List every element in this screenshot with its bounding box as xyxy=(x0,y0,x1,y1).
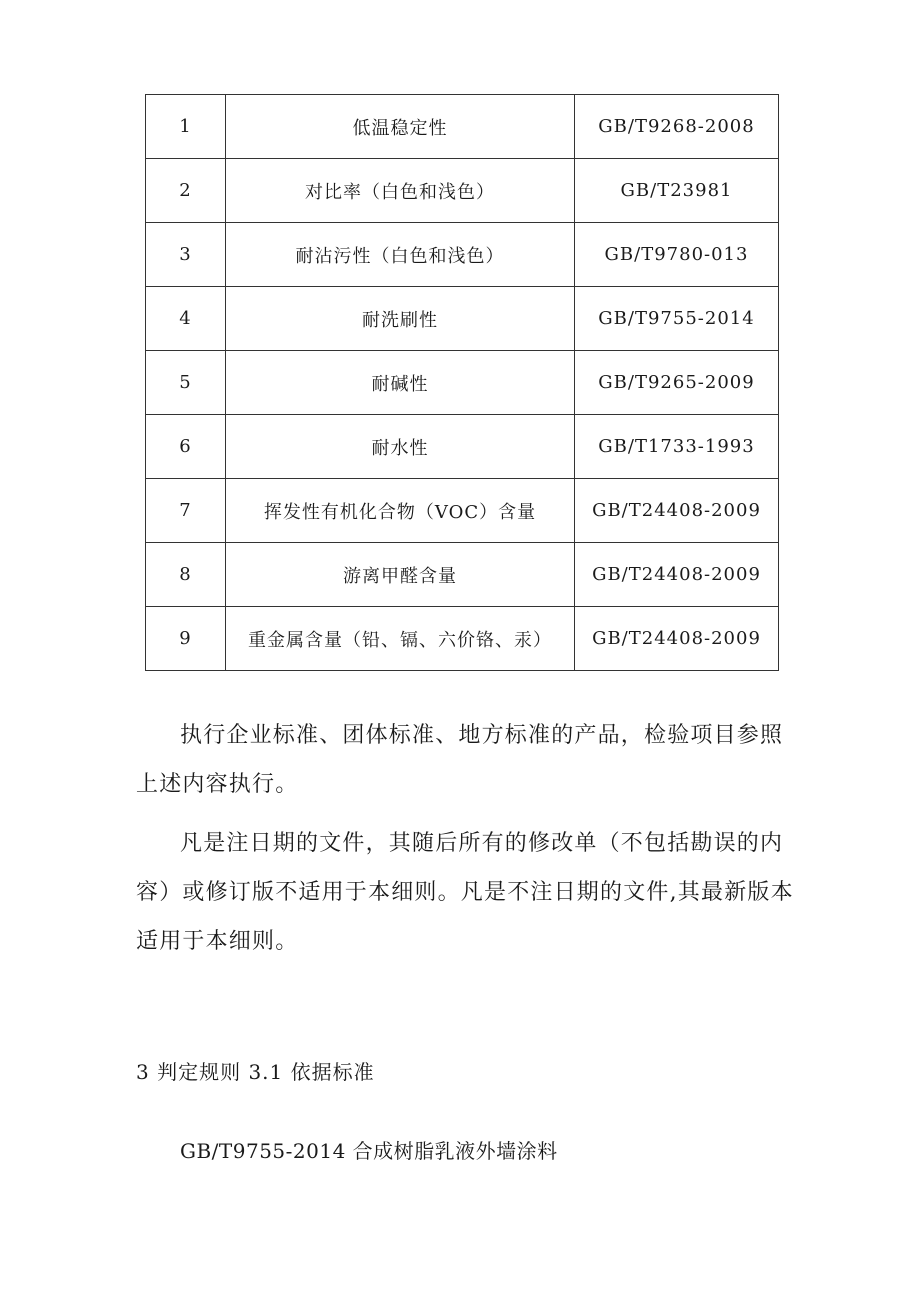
table-row xyxy=(146,159,779,223)
table-row xyxy=(146,287,779,351)
row-number: 9 xyxy=(146,607,226,671)
test-standard: GB/T24408-2009 xyxy=(575,543,779,607)
table-row xyxy=(146,223,779,287)
section-heading: 3 判定规则 3.1 依据标准 xyxy=(136,1060,375,1084)
row-number: 7 xyxy=(146,479,226,543)
table-row xyxy=(146,351,779,415)
test-item: 挥发性有机化合物（VOC）含量 xyxy=(226,479,575,543)
test-standard: GB/T9265-2009 xyxy=(575,351,779,415)
test-item: 游离甲醛含量 xyxy=(226,543,575,607)
test-standard: GB/T24408-2009 xyxy=(575,479,779,543)
test-standard: GB/T1733-1993 xyxy=(575,415,779,479)
row-number: 4 xyxy=(146,287,226,351)
table-row xyxy=(146,543,779,607)
enterprise-standard-paragraph: 执行企业标准、团体标准、地方标准的产品，检验项目参照上述内容执行。 xyxy=(136,723,784,797)
test-item: 耐洗刷性 xyxy=(226,287,575,351)
test-item: 耐沾污性（白色和浅色） xyxy=(226,223,575,287)
test-item: 低温稳定性 xyxy=(226,95,575,159)
row-number: 5 xyxy=(146,351,226,415)
test-standard: GB/T9780-013 xyxy=(575,223,779,287)
test-standard: GB/T9755-2014 xyxy=(575,287,779,351)
row-number: 3 xyxy=(146,223,226,287)
test-item: 耐水性 xyxy=(226,415,575,479)
test-item: 重金属含量（铅、镉、六价铬、汞） xyxy=(226,607,575,671)
row-number: 2 xyxy=(146,159,226,223)
table-row xyxy=(146,415,779,479)
test-standard: GB/T9268-2008 xyxy=(575,95,779,159)
test-item: 对比率（白色和浅色） xyxy=(226,159,575,223)
test-item: 耐碱性 xyxy=(226,351,575,415)
row-number: 1 xyxy=(146,95,226,159)
test-standard: GB/T23981 xyxy=(575,159,779,223)
table-row xyxy=(146,479,779,543)
dated-reference-paragraph: 凡是注日期的文件，其随后所有的修改单（不包括勘误的内容）或修订版不适用于本细则。凡是不注日期的文件,其最新版本适用于本细则。 xyxy=(136,831,794,954)
table-row xyxy=(146,607,779,671)
inspection-standards-table xyxy=(145,94,779,671)
row-number: 6 xyxy=(146,415,226,479)
test-standard: GB/T24408-2009 xyxy=(575,607,779,671)
row-number: 8 xyxy=(146,543,226,607)
table-row xyxy=(146,95,779,159)
basis-standard-line: GB/T9755-2014 合成树脂乳液外墙涂料 xyxy=(180,1139,558,1163)
